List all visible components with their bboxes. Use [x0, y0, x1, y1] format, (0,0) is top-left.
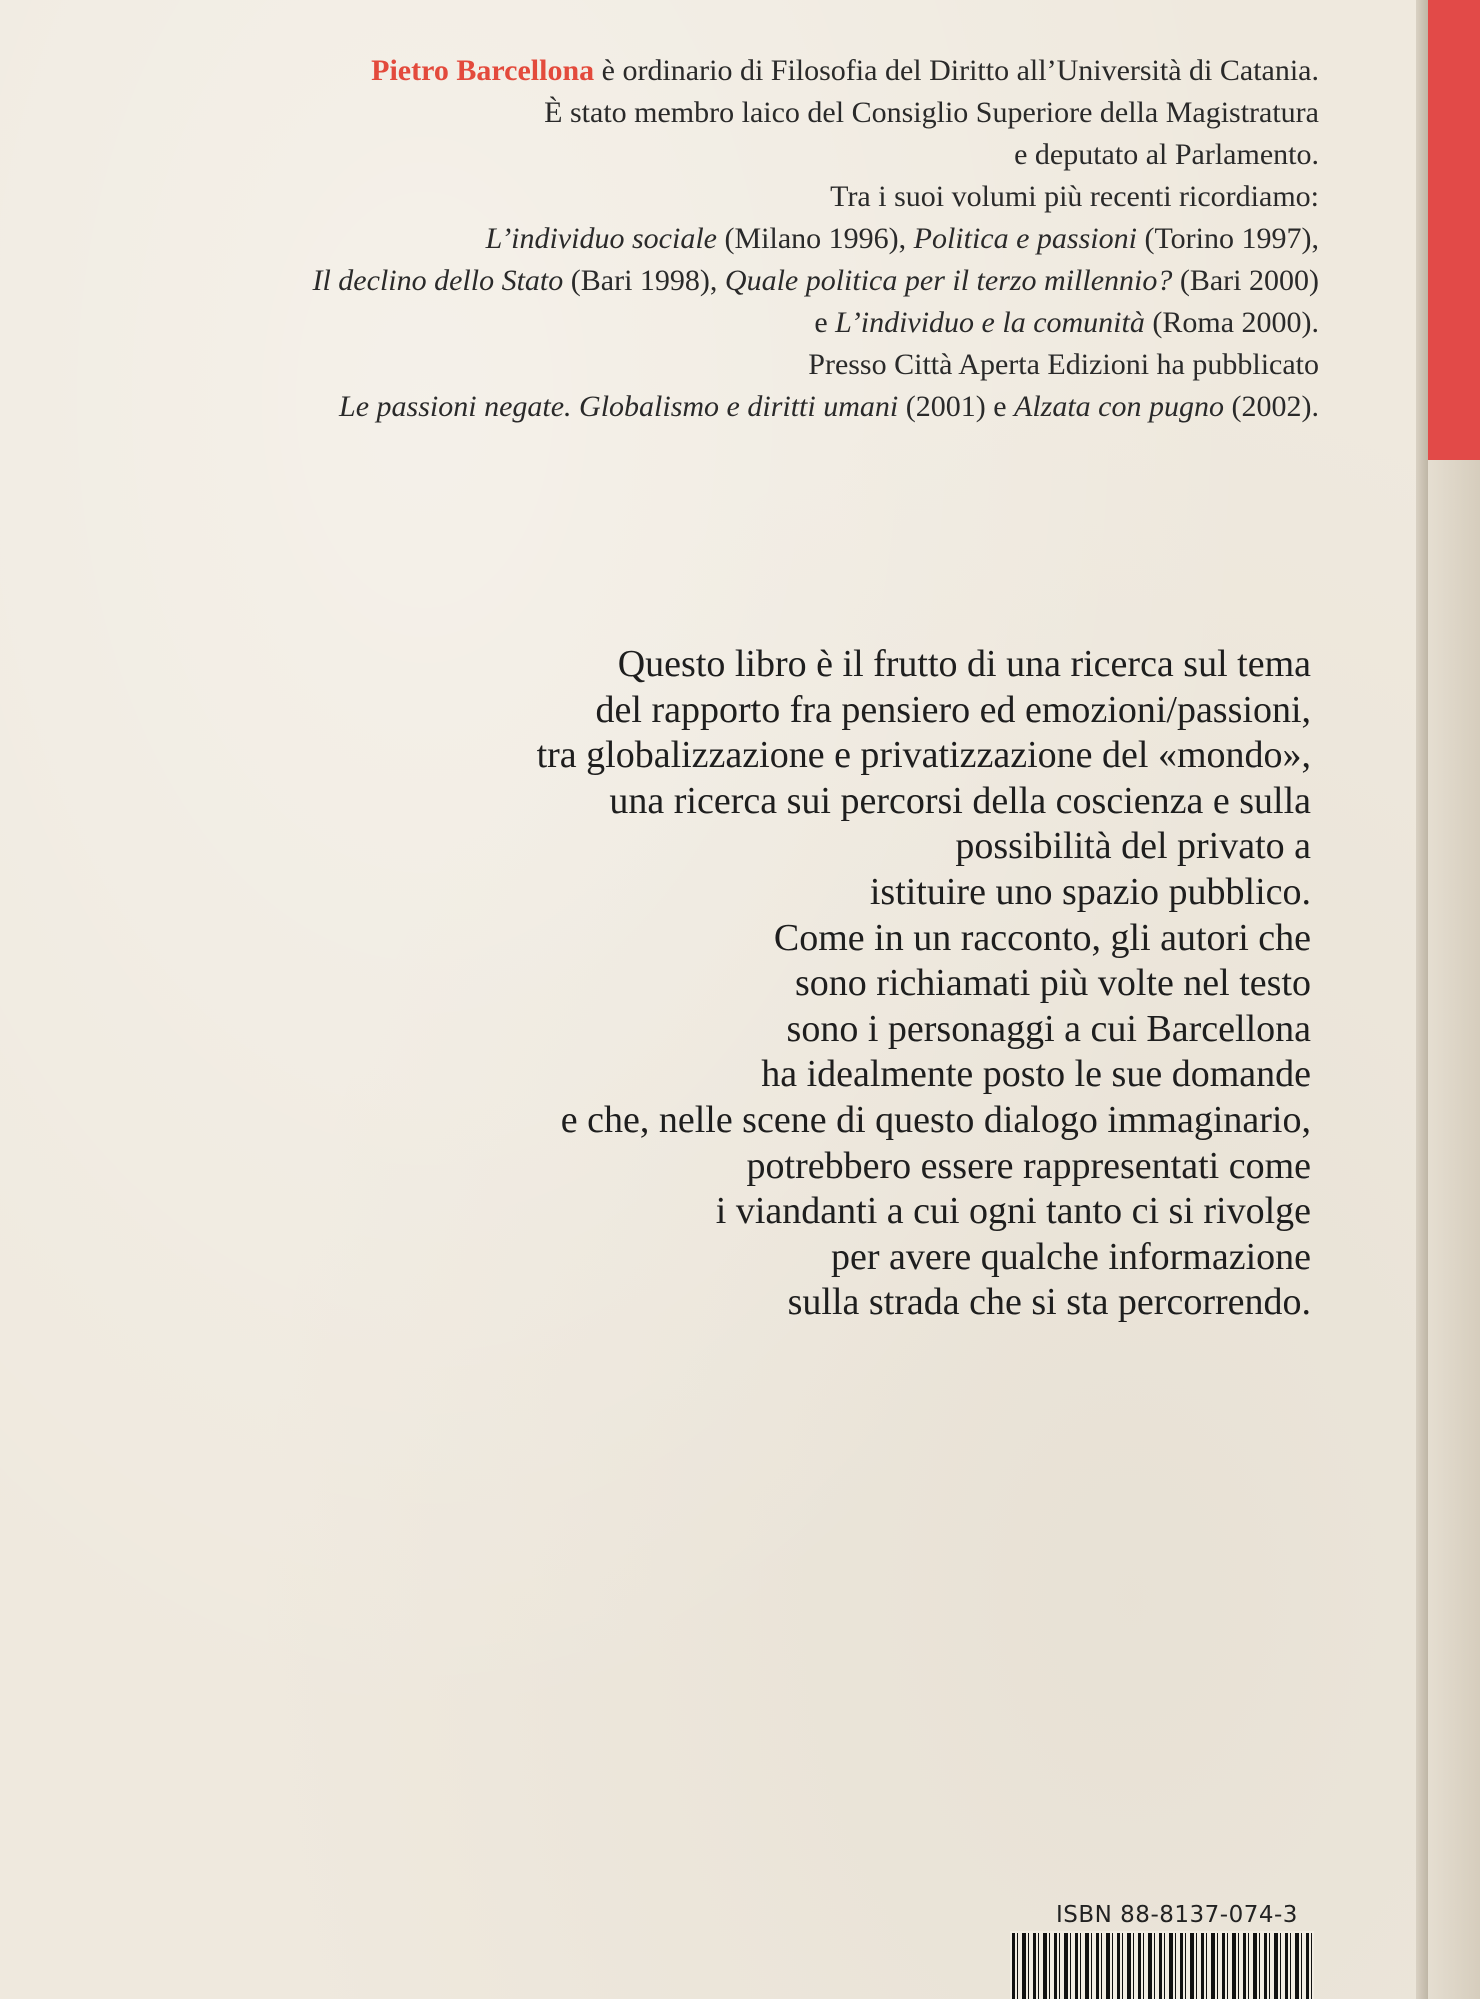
book-info: (2001) e	[898, 390, 1015, 423]
blurb-line: istituire uno spazio pubblico.	[869, 870, 1311, 913]
bio-line-1	[119, 50, 1319, 92]
book-blurb	[311, 642, 1311, 1326]
book-title: Il declino dello Stato	[312, 264, 564, 297]
book-title: Alzata con pugno	[1014, 390, 1225, 423]
blurb-line: ha idealmente posto le sue domande	[761, 1053, 1311, 1096]
blurb-line: sulla strada che si sta percorrendo.	[787, 1281, 1311, 1324]
spine-red-band	[1428, 0, 1480, 460]
blurb-line: potrebbero essere rappresentati come	[746, 1144, 1311, 1187]
blurb-line: una ricerca sui percorsi della coscienza e sulla	[609, 779, 1311, 822]
bio-line-3: e deputato al Parlamento.	[1014, 138, 1319, 171]
author-bio	[119, 50, 1319, 428]
cover-edge	[1416, 0, 1428, 1999]
blurb-line: e che, nelle scene di questo dialogo immaginario,	[560, 1098, 1311, 1141]
bio-line-4: Tra i suoi volumi più recenti ricordiamo:	[830, 180, 1319, 213]
blurb-line: i viandanti a cui ogni tanto ci si rivolge	[715, 1190, 1311, 1233]
bio-line-2: È stato membro laico del Consiglio Superiore della Magistratura	[544, 96, 1319, 129]
book-info: (2002).	[1224, 390, 1319, 423]
blurb-line: sono i personaggi a cui Barcellona	[786, 1007, 1311, 1050]
bio-line-5	[119, 218, 1319, 260]
bio-line-9	[119, 386, 1319, 428]
blurb-line: possibilità del privato a	[955, 825, 1311, 868]
blurb-line: tra globalizzazione e privatizzazione del «mondo»,	[536, 734, 1311, 777]
bio-line-6	[119, 260, 1319, 302]
book-title: Politica e passioni	[913, 222, 1137, 255]
book-info: (Bari 2000)	[1172, 264, 1319, 297]
book-title: L’individuo e la comunità	[835, 306, 1145, 339]
blurb-line: per avere qualche informazione	[830, 1235, 1311, 1278]
book-title: Le passioni negate. Globalismo e diritti umani	[339, 390, 899, 423]
book-info: (Milano 1996),	[716, 222, 914, 255]
blurb-line: del rapporto fra pensiero ed emozioni/passioni,	[595, 688, 1311, 731]
barcode	[1012, 1933, 1312, 1999]
book-info: (Roma 2000).	[1144, 306, 1319, 339]
isbn-label: ISBN 88-8137-074-3	[1056, 1902, 1298, 1928]
spine-strip	[1428, 460, 1480, 1999]
book-info: (Bari 1998),	[563, 264, 725, 297]
book-title: L’individuo sociale	[485, 222, 717, 255]
bio-line-7	[119, 302, 1319, 344]
blurb-line: Come in un racconto, gli autori che	[773, 916, 1311, 959]
bio-line-7-prefix: e	[814, 306, 836, 339]
book-title: Quale politica per il terzo millennio?	[724, 264, 1173, 297]
author-name: Pietro Barcellona	[371, 54, 595, 87]
book-info: (Torino 1997),	[1136, 222, 1319, 255]
bio-line-1-text: è ordinario di Filosofia del Diritto all’Università di Catania.	[594, 54, 1319, 87]
blurb-line: sono richiamati più volte nel testo	[794, 962, 1311, 1005]
bio-line-8: Presso Città Aperta Edizioni ha pubblicato	[808, 348, 1319, 381]
blurb-line: Questo libro è il frutto di una ricerca sul tema	[617, 643, 1311, 685]
